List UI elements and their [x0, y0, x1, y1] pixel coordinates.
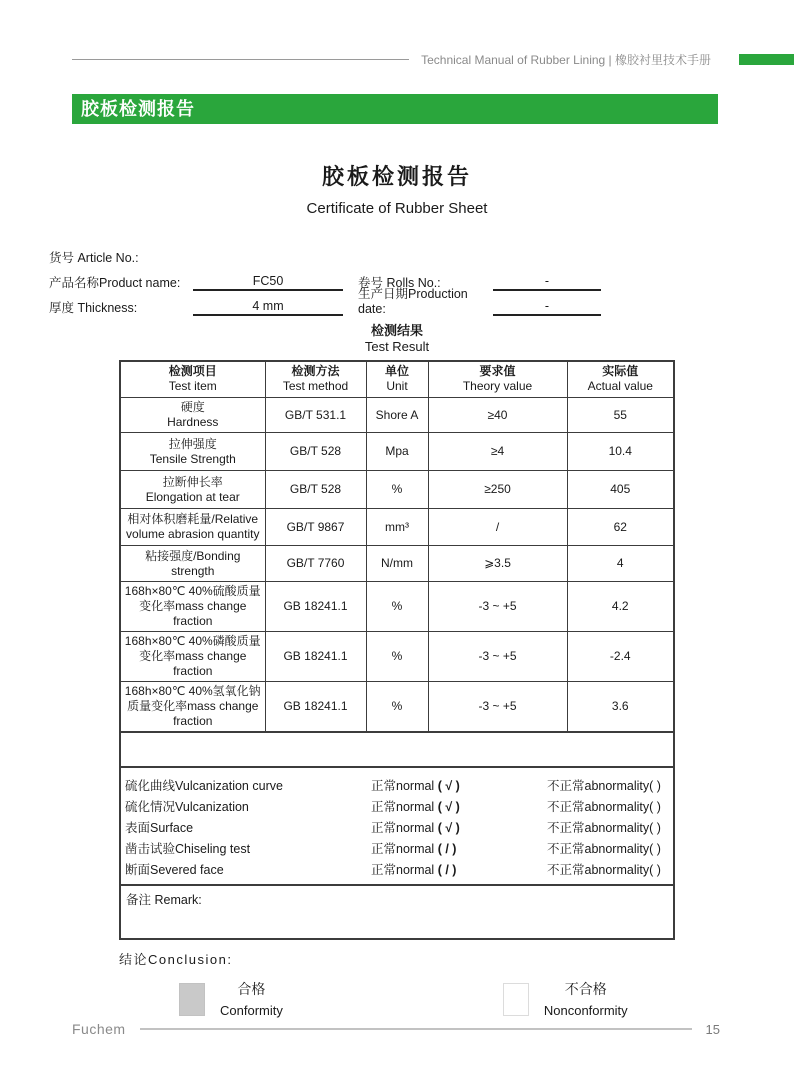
cell-actual-value: 55 — [567, 398, 673, 433]
cell-theory-value: ≥4 — [428, 433, 567, 471]
col-actual-value: 实际值 Actual value — [567, 362, 673, 398]
article-no-label: 货号 Article No.: — [49, 251, 139, 265]
section-banner: 胶板检测报告 — [72, 94, 718, 124]
cell-unit: % — [366, 582, 428, 632]
cell-test-item: 拉断伸长率 Elongation at tear — [121, 471, 265, 509]
abnormal-option: 不正常abnormality( ) — [547, 799, 661, 814]
cell-test-method: GB 18241.1 — [265, 582, 366, 632]
form-row-thickness — [0, 287, 794, 316]
cell-test-method: GB 18241.1 — [265, 632, 366, 682]
cell-theory-value: ≥40 — [428, 398, 567, 433]
test-result-heading-en: Test Result — [364, 339, 430, 355]
cell-test-item: 168h×80℃ 40%硫酸质量变化率mass change fraction — [121, 582, 265, 632]
conformity-label: 合格 Conformity — [220, 981, 283, 1018]
check-row-severed-face: 断面Severed face 正常normal ( / ) 不正常abnormality( ) — [121, 858, 673, 879]
production-date-label: 生产日期Production date: — [358, 287, 468, 316]
cell-unit: % — [366, 471, 428, 509]
check-mark: ( √ ) — [437, 799, 460, 814]
page-footer — [72, 1021, 720, 1037]
cell-test-item: 拉伸强度 Tensile Strength — [121, 433, 265, 471]
cell-test-method: GB/T 531.1 — [265, 398, 366, 433]
test-result-heading — [0, 323, 794, 356]
brand-logo: Fuchem — [72, 1021, 126, 1037]
thickness-value: 4 mm — [193, 299, 343, 316]
col-theory-value: 要求值 Theory value — [428, 362, 567, 398]
test-result-heading-cn: 检测结果 — [370, 323, 423, 338]
nonconformity-checkbox — [503, 983, 529, 1016]
rolls-no-value: - — [493, 274, 601, 291]
green-tab-marker — [739, 54, 794, 65]
cell-unit: Mpa — [366, 433, 428, 471]
abnormal-option: 不正常abnormality( ) — [547, 820, 661, 835]
running-header — [0, 0, 794, 68]
conclusion-label: 结论Conclusion: — [119, 952, 233, 967]
table-row-bonding-strength — [121, 546, 673, 582]
cell-theory-value: ≥250 — [428, 471, 567, 509]
report-frame — [119, 360, 675, 941]
normal-option: 正常normal ( √ ) — [371, 799, 460, 814]
check-mark: ( √ ) — [437, 778, 460, 793]
normal-option: 正常normal ( √ ) — [371, 778, 460, 793]
col-test-method: 检测方法 Test method — [265, 362, 366, 398]
table-row-hardness — [121, 398, 673, 433]
abnormal-option: 不正常abnormality( ) — [547, 778, 661, 793]
thickness-label: 厚度 Thickness: — [49, 301, 138, 315]
abnormal-option: 不正常abnormality( ) — [547, 841, 661, 856]
report-title-cn: 胶板检测报告 — [321, 164, 472, 189]
results-table — [121, 362, 673, 767]
page-number: 15 — [705, 1021, 720, 1037]
cell-test-method: GB/T 528 — [265, 471, 366, 509]
conclusion-section — [119, 949, 794, 1021]
table-row-elongation — [121, 471, 673, 509]
report-info-form — [0, 241, 794, 316]
cell-unit: % — [366, 682, 428, 733]
check-row-surface: 表面Surface 正常normal ( √ ) 不正常abnormality( ) — [121, 816, 673, 837]
header-rule — [72, 59, 409, 60]
table-row-tensile-strength — [121, 433, 673, 471]
cell-theory-value: -3 ~ +5 — [428, 682, 567, 733]
normal-option: 正常normal ( / ) — [371, 841, 457, 856]
check-mark: ( / ) — [437, 862, 457, 877]
cell-unit: Shore A — [366, 398, 428, 433]
production-date-value: - — [493, 299, 601, 316]
product-name-value: FC50 — [193, 274, 343, 291]
cell-actual-value: 405 — [567, 471, 673, 509]
cell-actual-value: -2.4 — [567, 632, 673, 682]
product-name-label: 产品名称Product name: — [49, 276, 181, 290]
cell-actual-value: 10.4 — [567, 433, 673, 471]
footer-rule — [140, 1028, 692, 1030]
cell-test-method: GB/T 9867 — [265, 509, 366, 546]
table-row-abrasion — [121, 509, 673, 546]
table-header-row — [121, 362, 673, 398]
conformity-option — [179, 979, 283, 1021]
col-test-item: 检测项目 Test item — [121, 362, 265, 398]
normal-option: 正常normal ( / ) — [371, 862, 457, 877]
cell-theory-value: ⩾3.5 — [428, 546, 567, 582]
nonconformity-label: 不合格 Nonconformity — [543, 981, 628, 1018]
remark-label: 备注 Remark: — [126, 893, 202, 907]
abnormal-option: 不正常abnormality( ) — [547, 862, 661, 877]
form-row-article — [0, 241, 794, 266]
table-row-sodium-hydroxide — [121, 682, 673, 733]
cell-test-item: 相对体积磨耗量/Relative volume abrasion quantity — [121, 509, 265, 546]
manual-title: Technical Manual of Rubber Lining | 橡胶衬里技术手册 — [421, 53, 711, 67]
conclusion-choices — [119, 979, 794, 1021]
cell-test-method: GB/T 528 — [265, 433, 366, 471]
remark-section — [121, 884, 673, 938]
check-mark: ( / ) — [437, 841, 457, 856]
check-row-vulcanization-curve: 硫化曲线Vulcanization curve 正常normal ( √ ) 不正常abnormality( ) — [121, 774, 673, 795]
nonconformity-option — [503, 979, 628, 1021]
cell-actual-value: 3.6 — [567, 682, 673, 733]
cell-test-item: 粘接强度/Bonding strength — [121, 546, 265, 582]
cell-test-method: GB 18241.1 — [265, 682, 366, 733]
empty-cell — [121, 732, 673, 766]
cell-theory-value: -3 ~ +5 — [428, 632, 567, 682]
cell-unit: mm³ — [366, 509, 428, 546]
cell-test-item: 168h×80℃ 40%氢氧化钠质量变化率mass change fraction — [121, 682, 265, 733]
table-row-sulfuric-acid — [121, 582, 673, 632]
report-title-en: Certificate of Rubber Sheet — [306, 200, 488, 217]
cell-test-item: 硬度 Hardness — [121, 398, 265, 433]
check-mark: ( √ ) — [437, 820, 460, 835]
col-unit: 单位 Unit — [366, 362, 428, 398]
cell-unit: % — [366, 632, 428, 682]
conformity-checkbox — [179, 983, 205, 1016]
cell-unit: N/mm — [366, 546, 428, 582]
cell-theory-value: / — [428, 509, 567, 546]
rolls-no-label: 卷号 Rolls No.: — [358, 276, 441, 290]
checklist-section — [121, 766, 673, 884]
cell-actual-value: 62 — [567, 509, 673, 546]
table-empty-row — [121, 732, 673, 766]
cell-actual-value: 4.2 — [567, 582, 673, 632]
cell-actual-value: 4 — [567, 546, 673, 582]
cell-test-item: 168h×80℃ 40%磷酸质量变化率mass change fraction — [121, 632, 265, 682]
check-row-vulcanization: 硫化情况Vulcanization 正常normal ( √ ) 不正常abnormality( ) — [121, 795, 673, 816]
table-row-phosphoric-acid — [121, 632, 673, 682]
cell-test-method: GB/T 7760 — [265, 546, 366, 582]
cell-theory-value: -3 ~ +5 — [428, 582, 567, 632]
normal-option: 正常normal ( √ ) — [371, 820, 460, 835]
check-row-chiseling-test: 凿击试验Chiseling test 正常normal ( / ) 不正常abnormality( ) — [121, 837, 673, 858]
